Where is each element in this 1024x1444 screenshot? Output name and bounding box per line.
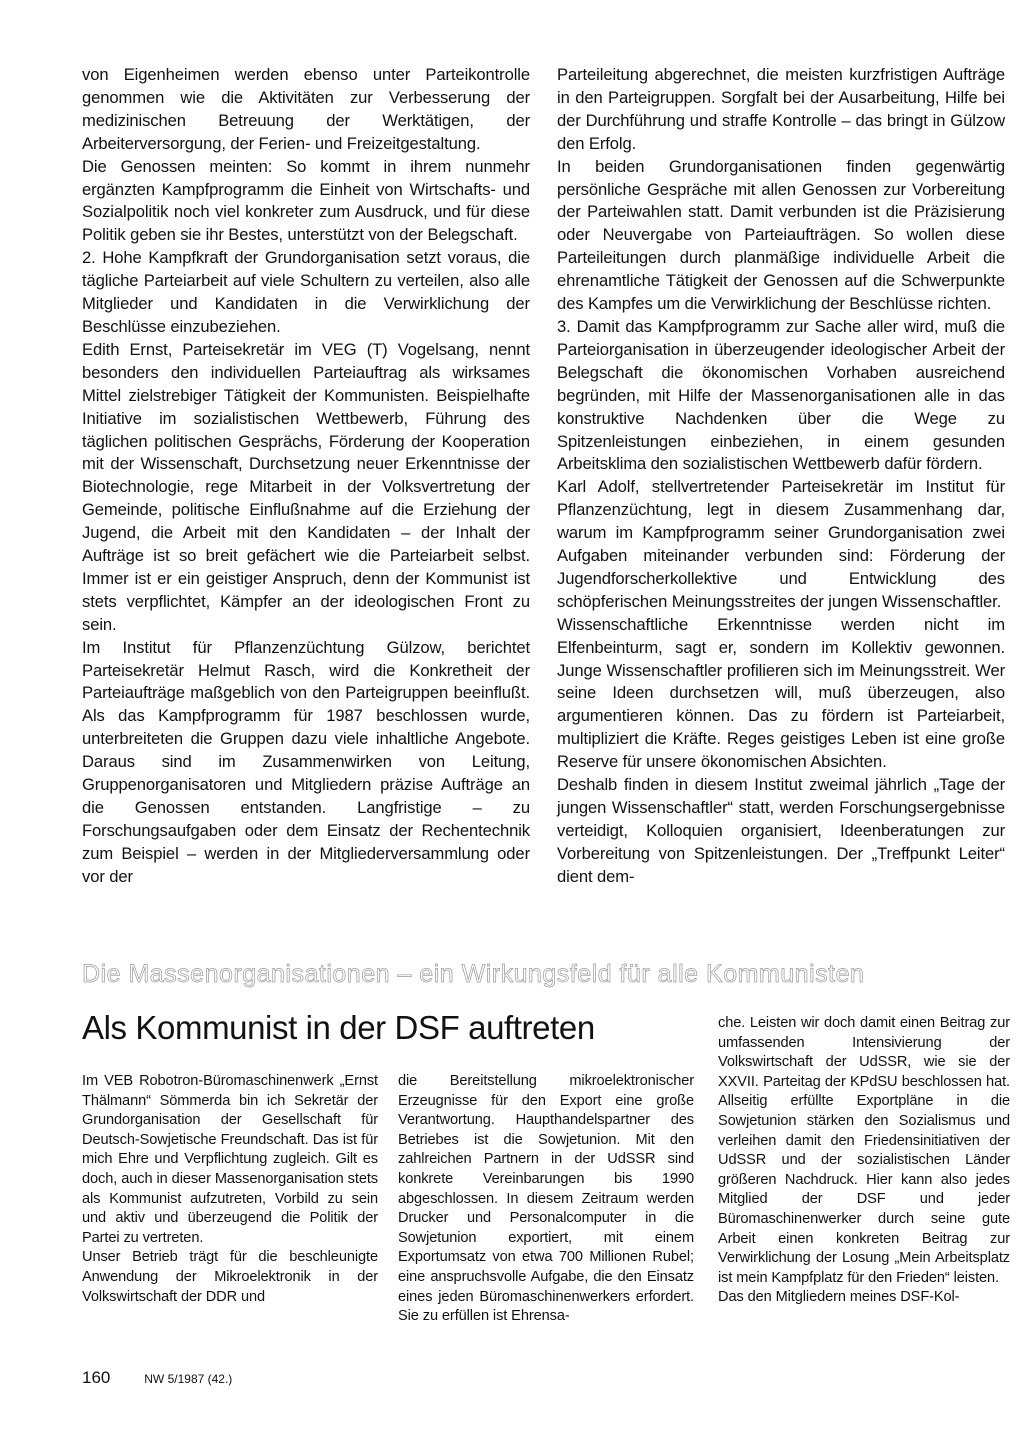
issue-reference: NW 5/1987 (42.) <box>144 1372 233 1386</box>
article-column-3 <box>718 1014 1010 1308</box>
upper-right-column <box>557 64 1005 889</box>
paragraph: Parteileitung abgerechnet, die meisten kurzfristigen Aufträge in den Parteigruppen. Sorgfalt bei der Ausarbeitung, Hilfe bei der Durchführung und straffe Kontrolle – das bringt in Gülzow den Erfolg. <box>557 65 1005 153</box>
paragraph: Im Institut für Pflanzenzüchtung Gülzow, berichtet Parteisekretär Helmut Rasch, wird die Konkretheit der Parteiaufträge maßgeblich von den Parteigruppen beeinflußt. Als das Kampfprogramm für 1987 beschlossen wurde, unterbreiteten die Gruppen dazu viele inhaltliche Angebote. Daraus sind im Zusammenwirken von Leitung, Gruppenorganisatoren und Mitgliedern präzise Aufträge an die Genossen entstanden. Langfristige – zu Forschungsaufgaben oder dem Einsatz der Rechentechnik zum Beispiel – werden in der Mitgliederversammlung oder vor der <box>82 637 530 886</box>
paragraph: In beiden Grundorganisationen finden gegenwärtig persönliche Gespräche mit allen Genossen zur Vorbereitung der Parteiwahlen statt. Damit verbunden ist die Präzisierung oder Neuvergabe von Parteiaufträgen. So wollen diese Parteileitungen durch planmäßige individuelle Arbeit die ehrenamtliche Tätigkeit der Genossen auf die Schwerpunkte des Kampfes um die Verwirklichung der Beschlüsse richten. <box>557 156 1005 314</box>
paragraph: Deshalb finden in diesem Institut zweimal jährlich „Tage der jungen Wissenschaftler“ statt, werden Forschungsergebnisse verteidigt, Kolloquien organisiert, Ideenberatungen zur Vorbereitung von Spitzenleistungen. Der „Treffpunkt Leiter“ dient dem- <box>557 775 1005 886</box>
article-column-1 <box>82 1072 378 1307</box>
paragraph: Wissenschaftliche Erkenntnisse werden nicht im Elfenbeinturm, sagt er, sondern im Kollektiv gewonnen. Junge Wissenschaftler profilieren sich im Meinungsstreit. Wer seine Ideen durchsetzen will, muß überzeugen, also argumentieren können. Das zu fördern ist Parteiarbeit, multipliziert die Kräfte. Reges geistiges Leben ist eine große Reserve für unsere ökonomischen Absichten. <box>557 614 1005 772</box>
paragraph: 2. Hohe Kampfkraft der Grundorganisation setzt voraus, die tägliche Parteiarbeit auf viele Schultern zu verteilen, also alle Mitglieder und Kandidaten in die Verwirklichung der Beschlüsse einzubeziehen. <box>82 248 530 336</box>
article-headline: Als Kommunist in der DSF auftreten <box>82 1009 595 1046</box>
upper-left-column <box>82 64 530 889</box>
section-kicker: Die Massenorganisationen – ein Wirkungsfeld für alle Kommunisten <box>82 960 865 988</box>
paragraph: Unser Betrieb trägt für die beschleunigte Anwendung der Mikroelektronik in der Volkswirtschaft der DDR und <box>82 1249 378 1305</box>
page-number: 160 <box>82 1368 111 1387</box>
paragraph: che. Leisten wir doch damit einen Beitrag zur umfassenden Intensivierung der Volkswirtschaft der UdSSR, wie sie der XXVII. Parteitag der KPdSU beschlossen hat. Allseitig erfüllte Exportpläne in die Sowjetunion stärken den Sozialismus und verleihen damit den Friedensinitiativen der UdSSR und der sozialistischen Länder größeren Nachdruck. Hier kann also jedes Mitglied der DSF und jeder Büromaschinenwerker durch seine gute Arbeit einen konkreten Beitrag zur Verwirklichung der Losung „Mein Arbeitsplatz ist mein Kampfplatz für den Frieden“ leisten. <box>718 1015 1010 1286</box>
paragraph: Die Genossen meinten: So kommt in ihrem nunmehr ergänzten Kampfprogramm die Einheit von Wirtschafts- und Sozialpolitik noch viel konkreter zum Ausdruck, und für diese Politik geben sie ihr Bestes, unterstützt von der Belegschaft. <box>82 156 530 245</box>
paragraph: Edith Ernst, Parteisekretär im VEG (T) Vogelsang, nennt besonders den individuellen Parteiauftrag als wirksames Mittel zielstrebiger Tätigkeit der Kommunisten. Beispielhafte Initiative im sozialistischen Wettbewerb, Führung des täglichen politischen Gesprächs, Förderung der Kooperation mit der Wissenschaft, Durchsetzung neuer Erkenntnisse der Biotechnologie, rege Mitarbeit in der Volksvertretung der Gemeinde, politische Einflußnahme auf die Erziehung der Jugend, die Arbeit mit den Kandidaten – der Inhalt der Aufträge ist so breit gefächert wie die Parteiarbeit selbst. Immer ist er ein geistiger Anspruch, denn der Kommunist ist stets verpflichtet, Kämpfer an der ideologischen Front zu sein. <box>82 339 530 634</box>
paragraph: die Bereitstellung mikroelektronischer Erzeugnisse für den Export eine große Verantwortung. Haupthandelspartner des Betriebes ist die Sowjetunion. Mit den zahlreichen Partnern in der UdSSR sind konkrete Vereinbarungen bis 1990 abgeschlossen. In diesem Zeitraum werden Drucker und Personalcomputer in die Sowjetunion exportiert, mit einem Exportumsatz von etwa 700 Millionen Rubel; eine anspruchsvolle Aufgabe, die den Einsatz eines jeden Büromaschinenwerkers erfordert. Sie zu erfüllen ist Ehrensa- <box>398 1073 694 1325</box>
paragraph: Im VEB Robotron-Büromaschinenwerk „Ernst Thälmann“ Sömmerda bin ich Sekretär der Grundorganisation der Gesellschaft für Deutsch-Sowjetische Freundschaft. Das ist für mich Ehre und Verpflichtung zugleich. Gilt es doch, auch in dieser Massenorganisation stets als Kommunist aufzutreten, Vorbild zu sein und aktiv und überzeugend die Politik der Partei zu vertreten. <box>82 1073 378 1246</box>
paragraph: Das den Mitgliedern meines DSF-Kol- <box>718 1289 960 1306</box>
article-column-2 <box>398 1072 694 1327</box>
page-footer <box>82 1368 232 1388</box>
paragraph: von Eigenheimen werden ebenso unter Parteikontrolle genommen wie die Aktivitäten zur Verbesserung der medizinischen Betreuung der Werktätigen, der Arbeiterversorgung, der Ferien- und Freizeitgestaltung. <box>82 65 530 153</box>
paragraph: 3. Damit das Kampfprogramm zur Sache aller wird, muß die Parteiorganisation in überzeugender ideologischer Arbeit der Belegschaft die ökonomischen Vorhaben ausreichend begründen, mit Hilfe der Massenorganisationen alle in das konstruktive Nachdenken über die Wege zu Spitzenleistungen einbeziehen, in einem gesunden Arbeitsklima den sozialistischen Wettbewerb dafür fördern. <box>557 316 1005 474</box>
paragraph: Karl Adolf, stellvertretender Parteisekretär im Institut für Pflanzenzüchtung, legt in diesem Zusammenhang dar, warum im Kampfprogramm seiner Grundorganisation zwei Aufgaben miteinander verbunden sind: Förderung der Jugendforscherkollektive und Entwicklung des schöpferischen Meinungsstreites der jungen Wissenschaftler. <box>557 477 1005 611</box>
